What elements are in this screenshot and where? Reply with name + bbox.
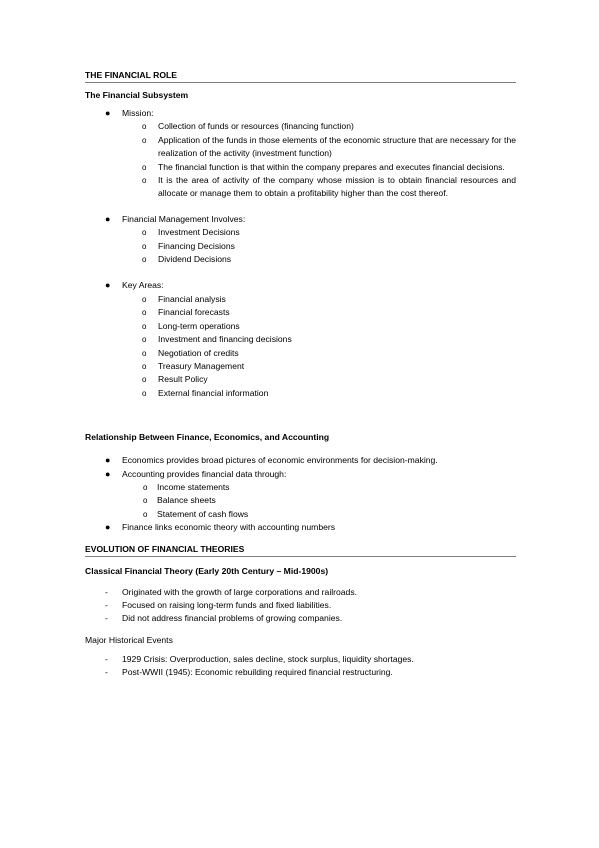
circle-bullet-icon: o — [142, 176, 147, 186]
list-item-label: Accounting provides financial data through: — [122, 468, 287, 479]
circle-bullet-icon: o — [142, 135, 147, 145]
section-heading-evolution: EVOLUTION OF FINANCIAL THEORIES — [85, 544, 516, 557]
dash-icon: - — [105, 586, 108, 597]
classical-theory-list — [85, 586, 516, 626]
circle-bullet-icon: o — [142, 388, 147, 398]
circle-bullet-icon: o — [142, 348, 147, 358]
list-item: - Did not address financial problems of growing companies. — [85, 612, 516, 625]
bullet-icon: ● — [105, 108, 111, 118]
list-item: o Dividend Decisions — [85, 253, 516, 266]
list-item: o External financial information — [85, 387, 516, 400]
historical-events-list — [85, 653, 516, 680]
bullet-icon: ● — [105, 522, 111, 533]
bullet-icon: ● — [105, 468, 111, 479]
list-item: o Treasury Management — [85, 360, 516, 373]
circle-bullet-icon: o — [142, 335, 147, 345]
mission-sublist — [85, 120, 516, 200]
list-item: o Financial analysis — [85, 293, 516, 306]
list-item-financial-management — [85, 213, 516, 267]
list-item: o Income statements — [85, 481, 516, 494]
bullet-icon: ● — [105, 280, 111, 291]
list-item: o It is the area of activity of the company whose mission is to obtain financial resources and allocate or manage them to obtain a profitability higher than the cost thereof. — [142, 175, 516, 199]
subheading-relationship: Relationship Between Finance, Economics, and Accounting — [85, 432, 330, 443]
dash-icon: - — [105, 599, 108, 610]
list-item: o Statement of cash flows — [85, 508, 516, 521]
financial-subsystem-list — [85, 107, 516, 400]
circle-bullet-icon: o — [143, 482, 148, 492]
list-item: o Collection of funds or resources (financing function) — [85, 120, 516, 133]
list-item: o Financing Decisions — [85, 240, 516, 253]
subheading-historical-events: Major Historical Events — [85, 634, 173, 645]
list-item-label: Key Areas: — [122, 280, 164, 291]
document-page — [85, 70, 516, 680]
list-item-label: Financial Management Involves: — [122, 213, 246, 224]
list-item: o Result Policy — [85, 373, 516, 386]
list-item-accounting — [85, 468, 516, 522]
bullet-icon: ● — [105, 213, 111, 224]
list-item: - Originated with the growth of large corporations and railroads. — [85, 586, 516, 599]
list-item: o Balance sheets — [85, 494, 516, 507]
list-item: o Negotiation of credits — [85, 347, 516, 360]
list-item: - Post-WWII (1945): Economic rebuilding required financial restructuring. — [85, 666, 516, 679]
subheading-classical-theory: Classical Financial Theory (Early 20th Century – Mid-1900s) — [85, 565, 329, 576]
list-item: o Investment Decisions — [85, 226, 516, 239]
management-sublist — [85, 226, 516, 266]
circle-bullet-icon: o — [142, 241, 147, 251]
list-item-economics: ● Economics provides broad pictures of economic environments for decision-making. — [85, 454, 516, 467]
bullet-icon: ● — [105, 455, 111, 466]
circle-bullet-icon: o — [143, 496, 148, 506]
list-item: - 1929 Crisis: Overproduction, sales decline, stock surplus, liquidity shortages. — [85, 653, 516, 666]
circle-bullet-icon: o — [142, 375, 147, 385]
dash-icon: - — [105, 653, 108, 664]
circle-bullet-icon: o — [142, 122, 147, 132]
subheading-financial-subsystem: The Financial Subsystem — [85, 90, 189, 100]
circle-bullet-icon: o — [142, 308, 147, 318]
list-item: o Application of the funds in those elements of the economic structure that are necessary for the realization of the activity (investment function) — [142, 134, 516, 159]
list-item: o Long-term operations — [85, 320, 516, 333]
circle-bullet-icon: o — [142, 228, 147, 238]
accounting-sublist — [85, 481, 516, 521]
key-areas-sublist — [85, 293, 516, 400]
list-item-label: Mission: — [122, 108, 154, 118]
circle-bullet-icon: o — [142, 361, 147, 371]
circle-bullet-icon: o — [142, 321, 147, 331]
dash-icon: - — [105, 613, 108, 624]
list-item-key-areas — [85, 279, 516, 400]
section-heading-financial-role: THE FINANCIAL ROLE — [85, 70, 516, 83]
circle-bullet-icon: o — [143, 509, 148, 519]
list-item: o Financial forecasts — [85, 306, 516, 319]
list-item: o The financial function is that within the company prepares and executes financial decisions. — [85, 161, 516, 174]
circle-bullet-icon: o — [142, 294, 147, 304]
circle-bullet-icon: o — [142, 255, 147, 265]
relationship-list — [85, 454, 516, 534]
list-item: o Investment and financing decisions — [85, 333, 516, 346]
dash-icon: - — [105, 667, 108, 678]
list-item: - Focused on raising long-term funds and fixed liabilities. — [85, 599, 516, 612]
list-item-mission — [85, 107, 516, 201]
list-item-finance: ● Finance links economic theory with accounting numbers — [85, 521, 516, 534]
circle-bullet-icon: o — [142, 162, 147, 172]
